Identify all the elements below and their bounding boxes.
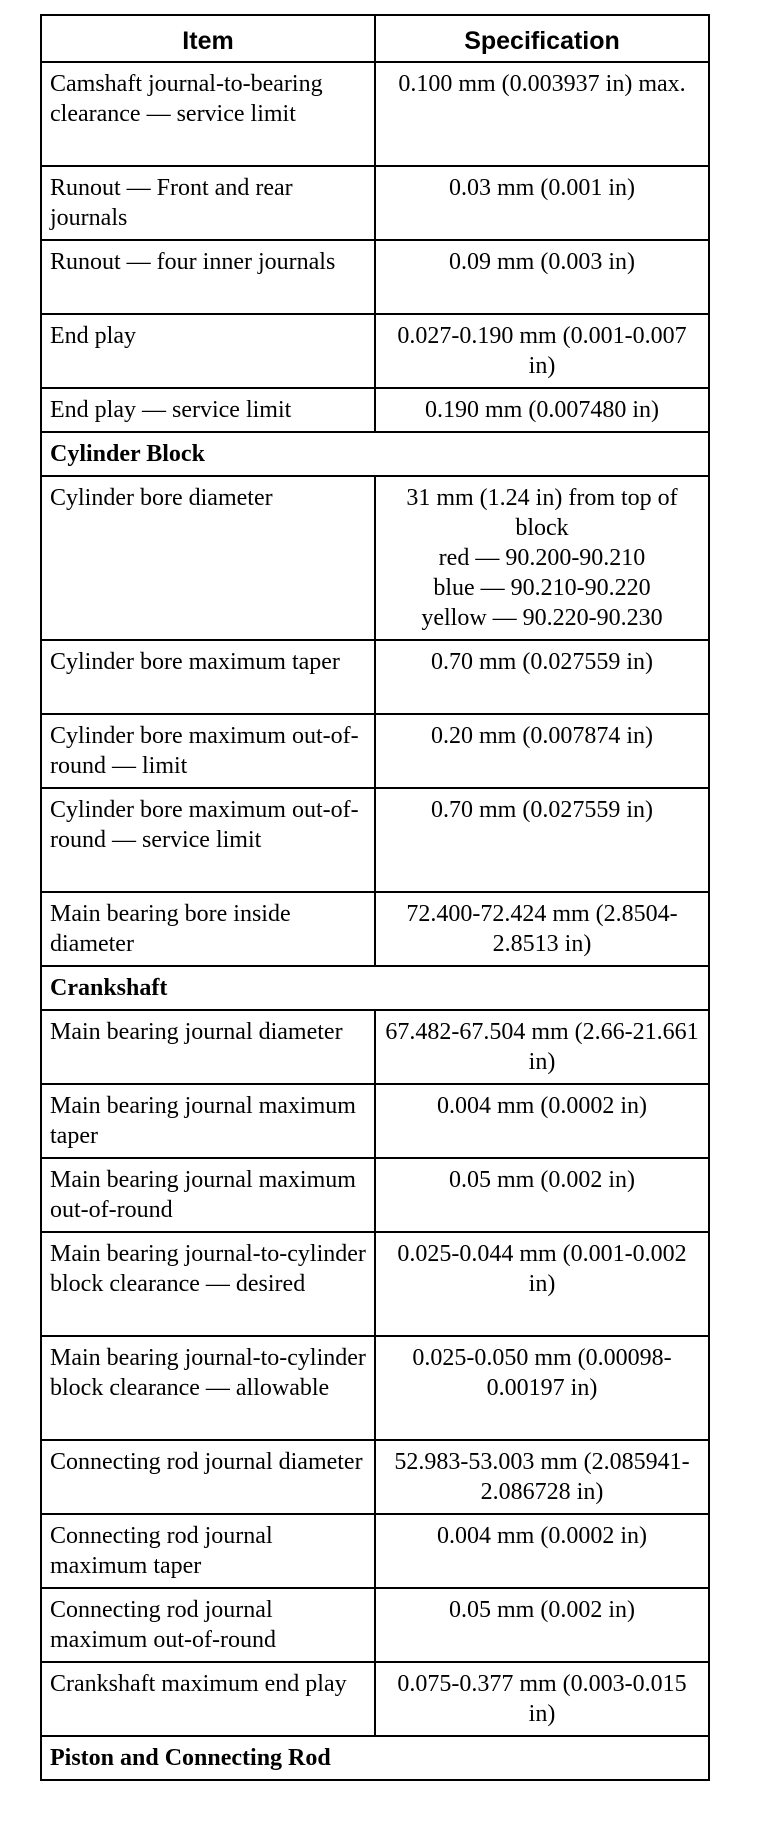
table-row xyxy=(41,388,709,432)
table-row xyxy=(41,640,709,714)
specification-cell: 72.400-72.424 mm (2.8504-2.8513 in) xyxy=(375,892,709,966)
table-row xyxy=(41,1232,709,1336)
table-row xyxy=(41,892,709,966)
specification-cell: 0.03 mm (0.001 in) xyxy=(375,166,709,240)
table-body xyxy=(41,62,709,1780)
item-cell: Connecting rod journal diameter xyxy=(41,1440,375,1514)
item-cell: End play xyxy=(41,314,375,388)
item-cell: Camshaft journal-to-bearing clearance — service limit xyxy=(41,62,375,166)
table-row xyxy=(41,788,709,892)
specification-cell: 0.025-0.050 mm (0.00098-0.00197 in) xyxy=(375,1336,709,1440)
specification-cell: 31 mm (1.24 in) from top of block red — 90.200-90.210 blue — 90.210-90.220 yellow — 90.220-90.230 xyxy=(375,476,709,640)
table-row xyxy=(41,1514,709,1588)
specification-cell: 0.075-0.377 mm (0.003-0.015 in) xyxy=(375,1662,709,1736)
table-row xyxy=(41,1440,709,1514)
table-row xyxy=(41,1084,709,1158)
item-cell: Crankshaft maximum end play xyxy=(41,1662,375,1736)
table-row xyxy=(41,314,709,388)
specification-cell: 0.05 mm (0.002 in) xyxy=(375,1588,709,1662)
item-cell: Cylinder bore diameter xyxy=(41,476,375,640)
item-column-header: Item xyxy=(41,15,375,62)
table-row xyxy=(41,240,709,314)
specification-cell: 0.190 mm (0.007480 in) xyxy=(375,388,709,432)
item-cell: Main bearing journal maximum out-of-round xyxy=(41,1158,375,1232)
specification-cell: 67.482-67.504 mm (2.66-21.661 in) xyxy=(375,1010,709,1084)
item-cell: Cylinder bore maximum taper xyxy=(41,640,375,714)
specification-cell: 52.983-53.003 mm (2.085941-2.086728 in) xyxy=(375,1440,709,1514)
specification-cell: 0.20 mm (0.007874 in) xyxy=(375,714,709,788)
item-cell: Cylinder bore maximum out-of-round — service limit xyxy=(41,788,375,892)
item-cell: Main bearing journal-to-cylinder block clearance — allowable xyxy=(41,1336,375,1440)
spec-table xyxy=(40,14,710,1781)
specification-cell: 0.004 mm (0.0002 in) xyxy=(375,1084,709,1158)
item-cell: Main bearing journal-to-cylinder block clearance — desired xyxy=(41,1232,375,1336)
item-cell: Runout — Front and rear journals xyxy=(41,166,375,240)
item-cell: End play — service limit xyxy=(41,388,375,432)
table-row xyxy=(41,62,709,166)
specification-cell: 0.70 mm (0.027559 in) xyxy=(375,788,709,892)
item-cell: Main bearing journal diameter xyxy=(41,1010,375,1084)
table-row xyxy=(41,714,709,788)
section-heading: Crankshaft xyxy=(41,966,709,1010)
table-header xyxy=(41,15,709,62)
section-row xyxy=(41,1736,709,1780)
specification-cell: 0.027-0.190 mm (0.001-0.007 in) xyxy=(375,314,709,388)
section-row xyxy=(41,966,709,1010)
item-cell: Main bearing journal maximum taper xyxy=(41,1084,375,1158)
specification-cell: 0.100 mm (0.003937 in) max. xyxy=(375,62,709,166)
specification-cell: 0.05 mm (0.002 in) xyxy=(375,1158,709,1232)
item-cell: Runout — four inner journals xyxy=(41,240,375,314)
specification-cell: 0.004 mm (0.0002 in) xyxy=(375,1514,709,1588)
specification-cell: 0.025-0.044 mm (0.001-0.002 in) xyxy=(375,1232,709,1336)
item-cell: Connecting rod journal maximum taper xyxy=(41,1514,375,1588)
section-heading: Piston and Connecting Rod xyxy=(41,1736,709,1780)
specification-cell: 0.09 mm (0.003 in) xyxy=(375,240,709,314)
item-cell: Main bearing bore inside diameter xyxy=(41,892,375,966)
table-row xyxy=(41,1588,709,1662)
header-row xyxy=(41,15,709,62)
specification-column-header: Specification xyxy=(375,15,709,62)
table-row xyxy=(41,1158,709,1232)
item-cell: Connecting rod journal maximum out-of-round xyxy=(41,1588,375,1662)
table-row xyxy=(41,1336,709,1440)
table-row xyxy=(41,1662,709,1736)
item-cell: Cylinder bore maximum out-of-round — limit xyxy=(41,714,375,788)
specification-cell: 0.70 mm (0.027559 in) xyxy=(375,640,709,714)
section-row xyxy=(41,432,709,476)
section-heading: Cylinder Block xyxy=(41,432,709,476)
table-row xyxy=(41,476,709,640)
table-row xyxy=(41,166,709,240)
table-row xyxy=(41,1010,709,1084)
